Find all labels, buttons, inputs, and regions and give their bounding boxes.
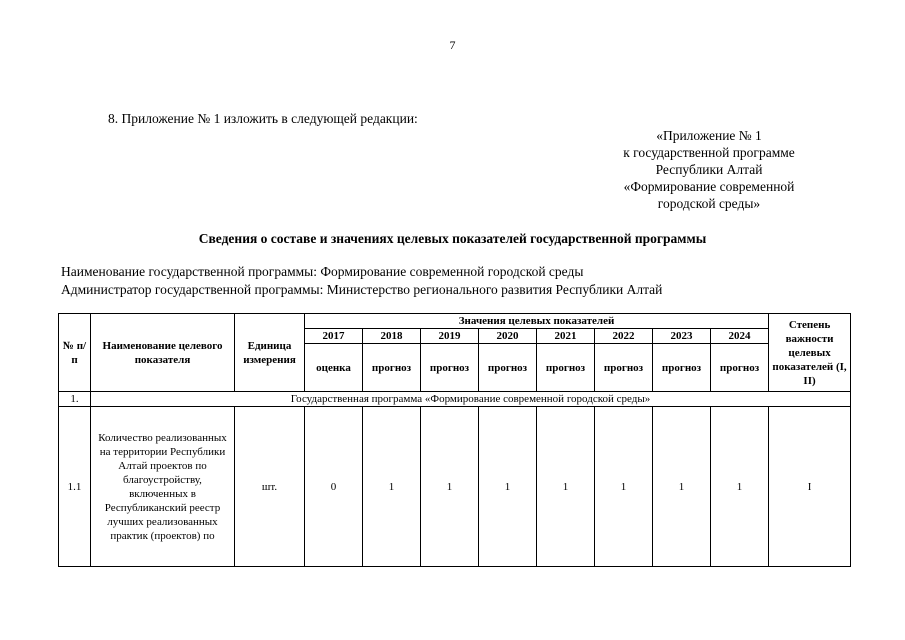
header-kind: прогноз — [537, 344, 595, 392]
header-kind: прогноз — [711, 344, 769, 392]
value-cell: 0 — [305, 407, 363, 567]
indicator-name: Количество реализованных на территории Республики Алтай проектов по благоустройству, включенных в Республиканский реестр лучших реализованных практик (проектов) по — [91, 407, 235, 567]
program-name: Наименование государственной программы: Формирование современной городской среды — [61, 264, 584, 279]
value-cell: 1 — [537, 407, 595, 567]
header-values-group: Значения целевых показателей — [305, 314, 769, 329]
section-title: Государственная программа «Формирование современной городской среды» — [91, 392, 851, 407]
value-cell: 1 — [363, 407, 421, 567]
value-cell: 1 — [711, 407, 769, 567]
header-kind: прогноз — [421, 344, 479, 392]
header-kind: прогноз — [363, 344, 421, 392]
program-administrator: Администратор государственной программы: Министерство регионального развития Республики Алтай — [61, 282, 663, 297]
header-importance: Степень важности целевых показателей (I, II) — [769, 314, 851, 392]
header-unit: Единица измерения — [235, 314, 305, 392]
appendix-line: к государственной программе — [623, 145, 795, 160]
appendix-line: Республики Алтай — [655, 162, 763, 177]
value-cell: 1 — [653, 407, 711, 567]
value-cell: 1 — [595, 407, 653, 567]
header-year: 2023 — [653, 329, 711, 344]
header-year: 2019 — [421, 329, 479, 344]
header-kind: прогноз — [595, 344, 653, 392]
indicators-table — [58, 313, 851, 567]
appendix-line: городской среды» — [657, 196, 761, 211]
appendix-line: «Приложение № 1 — [656, 128, 762, 143]
header-kind: оценка — [305, 344, 363, 392]
instruction-text: 8. Приложение № 1 изложить в следующей редакции: — [108, 111, 418, 126]
section-row — [59, 392, 851, 407]
appendix-header — [600, 127, 818, 212]
header-year: 2020 — [479, 329, 537, 344]
header-kind: прогноз — [479, 344, 537, 392]
header-year: 2022 — [595, 329, 653, 344]
header-year: 2024 — [711, 329, 769, 344]
importance-cell: I — [769, 407, 851, 567]
document-title: Сведения о составе и значениях целевых показателей государственной программы — [198, 231, 707, 246]
value-cell: 1 — [479, 407, 537, 567]
page-number: 7 — [449, 38, 456, 52]
header-year: 2018 — [363, 329, 421, 344]
header-name: Наименование целевого показателя — [91, 314, 235, 392]
table-row — [59, 407, 851, 567]
appendix-line: «Формирование современной — [623, 179, 795, 194]
header-row-group — [59, 314, 851, 329]
row-num: 1.1 — [59, 407, 91, 567]
indicator-unit: шт. — [235, 407, 305, 567]
header-year: 2021 — [537, 329, 595, 344]
header-year: 2017 — [305, 329, 363, 344]
header-num: № п/п — [59, 314, 91, 392]
header-kind: прогноз — [653, 344, 711, 392]
section-num: 1. — [59, 392, 91, 407]
value-cell: 1 — [421, 407, 479, 567]
